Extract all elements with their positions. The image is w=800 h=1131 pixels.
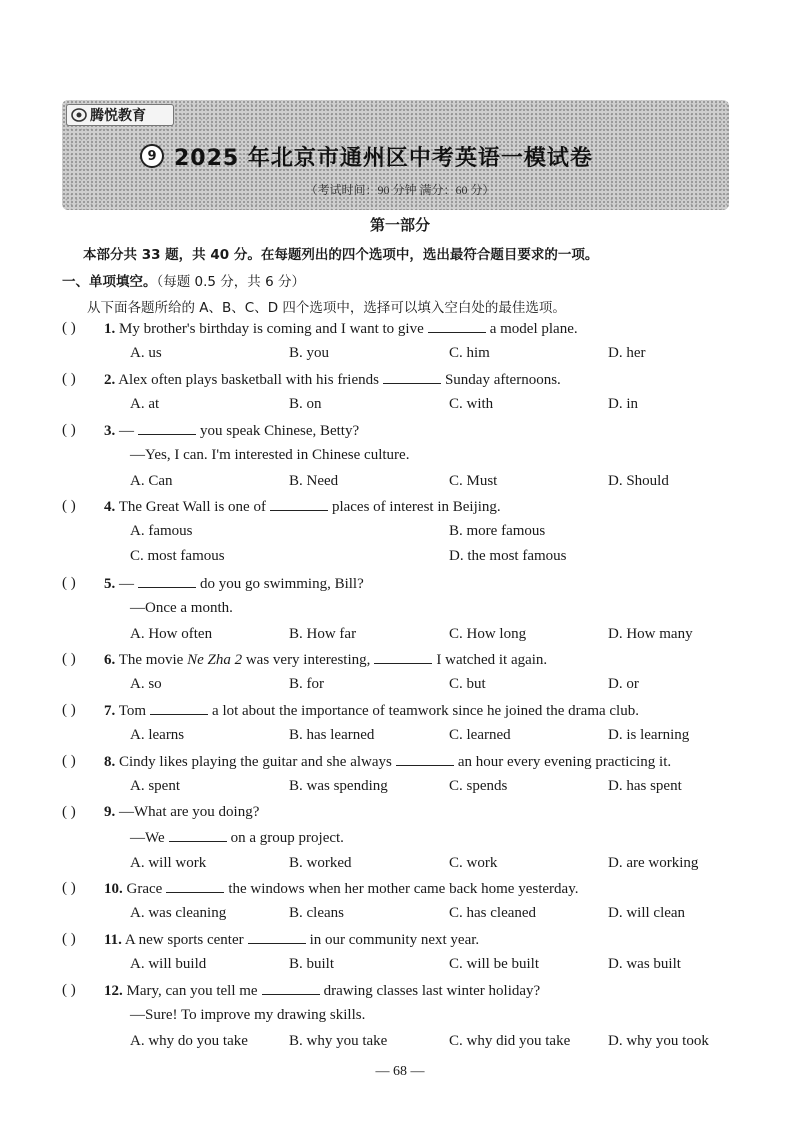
- option-a[interactable]: A. learns: [130, 727, 185, 743]
- option-b[interactable]: B. why you take: [289, 1033, 388, 1049]
- question-stem: [104, 931, 479, 949]
- answer-paren[interactable]: ( ): [62, 651, 76, 667]
- option-a[interactable]: A. spent: [130, 778, 180, 794]
- exam-number-badge: 9: [140, 144, 164, 168]
- option-d[interactable]: D. How many: [608, 626, 693, 642]
- option-b[interactable]: B. How far: [289, 626, 357, 642]
- brand-logo-icon: [71, 108, 87, 122]
- answer-paren[interactable]: ( ): [62, 575, 76, 591]
- question-dialog-post: on a group project.: [230, 830, 344, 846]
- answer-blank[interactable]: [248, 931, 306, 944]
- answer-paren[interactable]: ( ): [62, 320, 76, 336]
- question-text-post: in our community next year.: [309, 932, 480, 948]
- option-d[interactable]: D. in: [608, 396, 638, 412]
- option-c[interactable]: C. most famous: [130, 548, 225, 564]
- question-number: 7.: [104, 703, 116, 719]
- question-number: 11.: [104, 932, 122, 948]
- option-d[interactable]: D. are working: [608, 855, 699, 871]
- question-dialog-line: —Sure! To improve my drawing skills.: [130, 1007, 366, 1023]
- answer-blank[interactable]: [262, 982, 320, 995]
- option-b[interactable]: B. more famous: [449, 523, 546, 539]
- option-b[interactable]: B. worked: [289, 855, 352, 871]
- option-c[interactable]: C. with: [449, 396, 494, 412]
- question-text-post: an hour every evening practicing it.: [457, 754, 672, 770]
- question-text-pre: My brother's birthday is coming and I want to give: [119, 321, 424, 337]
- question-stem: [104, 422, 359, 440]
- question-text-pre: A new sports center: [124, 932, 244, 948]
- option-d[interactable]: D. her: [608, 345, 646, 361]
- option-c[interactable]: C. Must: [449, 473, 498, 489]
- question-stem: [104, 371, 561, 389]
- question-stem: [104, 982, 540, 1000]
- answer-blank[interactable]: [138, 422, 196, 435]
- answer-blank[interactable]: [166, 880, 224, 893]
- option-b[interactable]: B. built: [289, 956, 335, 972]
- answer-blank[interactable]: [383, 371, 441, 384]
- answer-paren[interactable]: ( ): [62, 371, 76, 387]
- option-a[interactable]: A. will work: [130, 855, 207, 871]
- section-instruction: 从下面各题所给的 A、B、C、D 四个选项中，选择可以填入空白处的最佳选项。: [87, 300, 566, 316]
- question-text-pre: —What are you doing?: [119, 804, 260, 820]
- brand-logo: [66, 104, 174, 126]
- option-b[interactable]: B. cleans: [289, 905, 344, 921]
- answer-blank[interactable]: [396, 753, 454, 766]
- question-stem: [104, 575, 364, 593]
- option-b[interactable]: B. was spending: [289, 778, 388, 794]
- question-number: 8.: [104, 754, 116, 770]
- question-dialog-line: —Once a month.: [130, 600, 233, 616]
- movie-title: Ne Zha 2: [187, 652, 243, 668]
- exam-title-row: [140, 138, 680, 174]
- answer-paren[interactable]: ( ): [62, 982, 76, 998]
- question-text-pre: —: [119, 423, 134, 439]
- answer-blank[interactable]: [150, 702, 208, 715]
- question-text-pre: Tom: [118, 703, 147, 719]
- option-c[interactable]: C. but: [449, 676, 486, 692]
- option-c[interactable]: C. learned: [449, 727, 511, 743]
- question-stem: [104, 880, 578, 898]
- exam-info: （考试时间：90 分钟 满分：60 分）: [305, 183, 495, 197]
- question-text-post: drawing classes last winter holiday?: [323, 983, 541, 999]
- option-c[interactable]: C. has cleaned: [449, 905, 537, 921]
- option-c[interactable]: C. why did you take: [449, 1033, 571, 1049]
- question-text-post: I watched it again.: [436, 652, 548, 668]
- question-text-post: do you go swimming, Bill?: [200, 576, 364, 592]
- answer-paren[interactable]: ( ): [62, 804, 76, 820]
- brand-name: 腾悦教育: [90, 108, 146, 124]
- question-text-post: a lot about the importance of teamwork since he joined the drama club.: [212, 703, 639, 719]
- question-text-pre: The Great Wall is one of: [118, 499, 266, 515]
- option-b[interactable]: B. you: [289, 345, 330, 361]
- answer-blank[interactable]: [270, 498, 328, 511]
- question-number: 6.: [104, 652, 116, 668]
- option-b[interactable]: B. has learned: [289, 727, 375, 743]
- answer-blank[interactable]: [428, 320, 486, 333]
- option-a[interactable]: A. why do you take: [130, 1033, 248, 1049]
- option-d[interactable]: D. was built: [608, 956, 681, 972]
- question-text-post: you speak Chinese, Betty?: [200, 423, 360, 439]
- question-number: 10.: [104, 881, 123, 897]
- question-text-post: the windows when her mother came back home yesterday.: [228, 881, 579, 897]
- option-d[interactable]: D. is learning: [608, 727, 690, 743]
- question-stem: [104, 651, 547, 669]
- option-d[interactable]: D. why you took: [608, 1033, 709, 1049]
- question-text-pre: Mary, can you tell me: [126, 983, 258, 999]
- option-c[interactable]: C. How long: [449, 626, 527, 642]
- question-number: 9.: [104, 804, 116, 820]
- option-a[interactable]: A. at: [130, 396, 160, 412]
- answer-paren[interactable]: ( ): [62, 880, 76, 896]
- question-stem: [104, 804, 259, 821]
- option-a[interactable]: A. so: [130, 676, 162, 692]
- section-heading-title: 一、单项填空。: [62, 274, 157, 290]
- question-number: 2.: [104, 372, 116, 388]
- question-text-pre: Grace: [126, 881, 163, 897]
- part-title: 第一部分: [369, 216, 430, 234]
- option-d[interactable]: D. will clean: [608, 905, 686, 921]
- question-stem: [104, 320, 578, 338]
- answer-blank[interactable]: [169, 829, 227, 842]
- option-b[interactable]: B. for: [289, 676, 324, 692]
- question-number: 5.: [104, 576, 116, 592]
- question-stem: [104, 753, 671, 771]
- option-c[interactable]: C. him: [449, 345, 490, 361]
- question-number: 4.: [104, 499, 116, 515]
- option-d[interactable]: D. Should: [608, 473, 669, 489]
- page-number: — 68 —: [375, 1064, 425, 1079]
- question-text-pre: Cindy likes playing the guitar and she always: [119, 754, 392, 770]
- question-number: 1.: [104, 321, 116, 337]
- option-c[interactable]: C. work: [449, 855, 498, 871]
- answer-paren[interactable]: ( ): [62, 702, 76, 718]
- option-a[interactable]: A. was cleaning: [130, 905, 227, 921]
- question-text-pre: Alex often plays basketball with his friends: [118, 372, 379, 388]
- option-c[interactable]: C. will be built: [449, 956, 539, 972]
- answer-paren[interactable]: ( ): [62, 753, 76, 769]
- option-d[interactable]: D. has spent: [608, 778, 682, 794]
- answer-paren[interactable]: ( ): [62, 498, 76, 514]
- question-number: 12.: [104, 983, 123, 999]
- option-a[interactable]: A. How often: [130, 626, 213, 642]
- question-text-post: places of interest in Beijing.: [331, 499, 501, 515]
- option-a[interactable]: A. Can: [130, 473, 173, 489]
- option-a[interactable]: A. us: [130, 345, 162, 361]
- part-intro: 本部分共 33 题，共 40 分。在每题列出的四个选项中，选出最符合题目要求的一项。: [83, 247, 599, 263]
- section-score: （每题 0.5 分，共 6 分）: [156, 274, 305, 290]
- answer-blank[interactable]: [374, 651, 432, 664]
- question-text-post: Sunday afternoons.: [444, 372, 561, 388]
- option-d[interactable]: D. the most famous: [449, 548, 567, 564]
- option-c[interactable]: C. spends: [449, 778, 508, 794]
- question-stem: [104, 702, 639, 720]
- question-dialog-line: [130, 829, 344, 847]
- question-number: 3.: [104, 423, 116, 439]
- question-stem: [104, 498, 501, 516]
- answer-blank[interactable]: [138, 575, 196, 588]
- question-dialog-pre: —We: [130, 830, 165, 846]
- section-heading: [62, 270, 305, 290]
- option-b[interactable]: B. Need: [289, 473, 339, 489]
- exam-title: 2025 年北京市通州区中考英语一模试卷: [174, 145, 593, 171]
- option-b[interactable]: B. on: [289, 396, 322, 412]
- question-text-pre: The movie Ne Zha 2 was very interesting,: [118, 652, 371, 668]
- question-text-post: a model plane.: [489, 321, 578, 337]
- option-d[interactable]: D. or: [608, 676, 639, 692]
- answer-paren[interactable]: ( ): [62, 422, 76, 438]
- question-text-pre: —: [119, 576, 134, 592]
- question-dialog-line: —Yes, I can. I'm interested in Chinese culture.: [130, 447, 410, 463]
- option-a[interactable]: A. famous: [130, 523, 193, 539]
- option-a[interactable]: A. will build: [130, 956, 207, 972]
- answer-paren[interactable]: ( ): [62, 931, 76, 947]
